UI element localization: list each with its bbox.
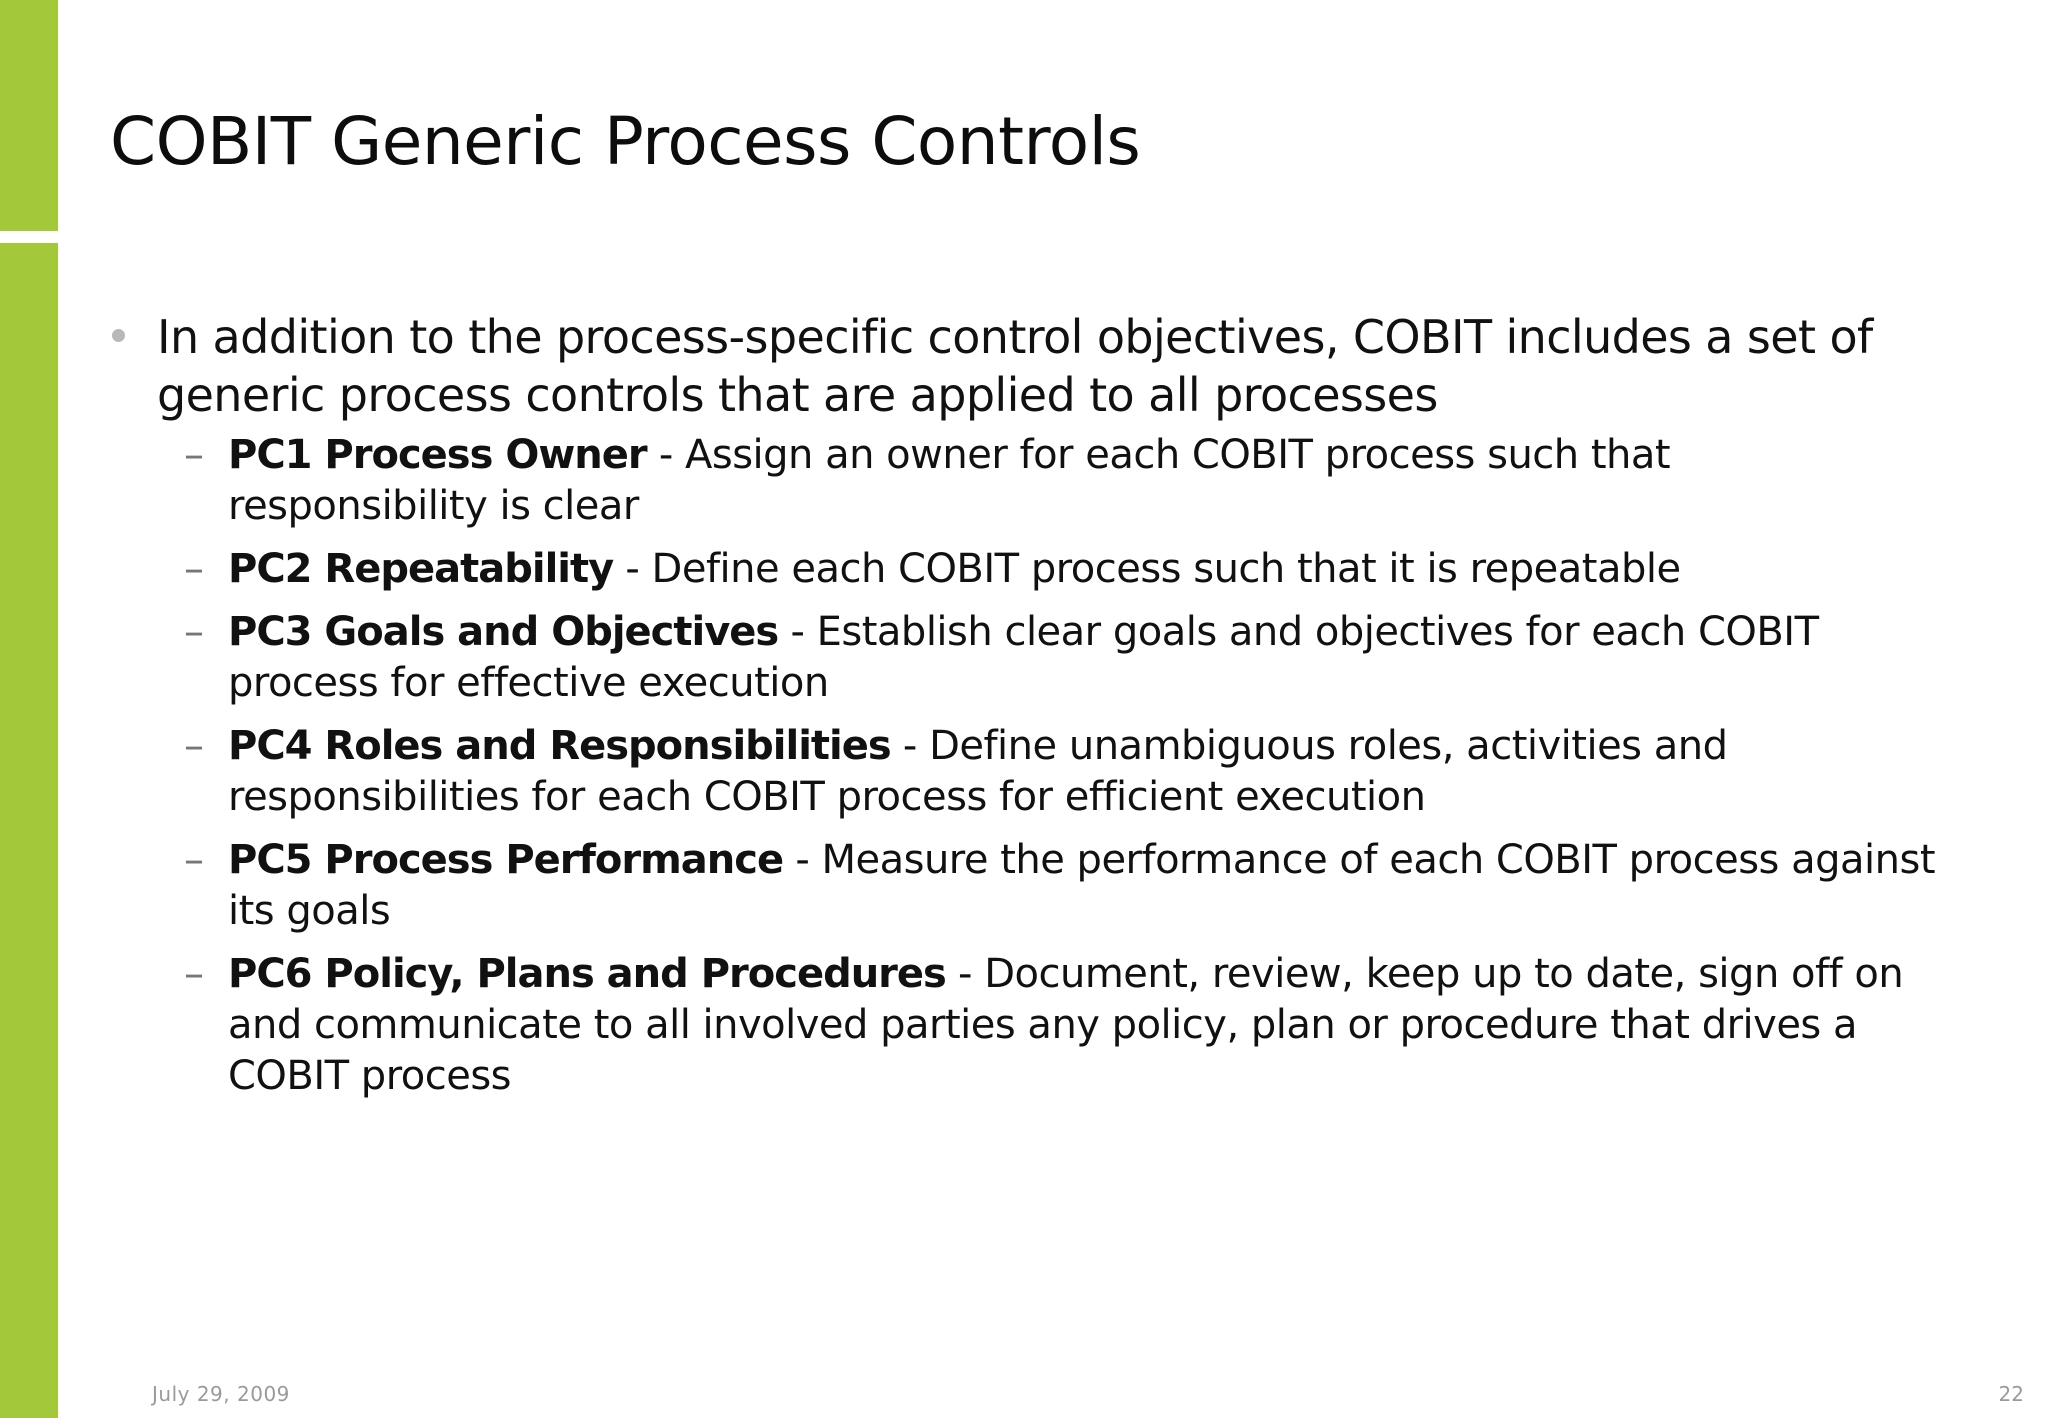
footer-date: July 29, 2009 xyxy=(152,1382,290,1406)
accent-bar-top xyxy=(0,0,58,231)
main-bullet xyxy=(110,308,1940,424)
sub-bullet-text: - Assign an owner for each COBIT process such that responsibility is clear xyxy=(228,432,1671,529)
sub-bullet-label: PC4 Roles and Responsibilities xyxy=(228,723,891,769)
sub-bullet-pc3 xyxy=(184,607,1940,709)
dash-icon: – xyxy=(184,432,204,478)
dash-icon: – xyxy=(184,951,204,997)
sub-bullet-text: - Establish clear goals and objectives for each COBIT process for effective execution xyxy=(228,609,1819,706)
sub-bullet-label: PC5 Process Performance xyxy=(228,837,784,883)
sub-bullet-pc1 xyxy=(184,430,1940,532)
sub-bullet-pc4 xyxy=(184,721,1940,823)
sub-bullet-label: PC3 Goals and Objectives xyxy=(228,609,779,655)
sub-bullet-pc5 xyxy=(184,835,1940,937)
sub-bullet-text: - Document, review, keep up to date, sign off on and communicate to all involved parties any policy, plan or procedure that drives a COBIT process xyxy=(228,951,1904,1099)
dash-icon: – xyxy=(184,609,204,655)
sub-bullet-label: PC6 Policy, Plans and Procedures xyxy=(228,951,946,997)
page-number: 22 xyxy=(1998,1382,2024,1406)
sub-bullet-text: - Define unambiguous roles, activities and responsibilities for each COBIT process for efficient execution xyxy=(228,723,1728,820)
sub-bullet-label: PC2 Repeatability xyxy=(228,546,614,592)
slide-title: COBIT Generic Process Controls xyxy=(110,103,1141,180)
sub-bullet-list xyxy=(110,430,1940,1102)
main-bullet-text: In addition to the process-specific control objectives, COBIT includes a set of generic process controls that are applied to all processes xyxy=(157,310,1873,422)
dash-icon: – xyxy=(184,546,204,592)
sub-bullet-pc2 xyxy=(184,544,1940,595)
sub-bullet-pc6 xyxy=(184,949,1940,1102)
accent-bar-bottom xyxy=(0,243,58,1418)
dash-icon: – xyxy=(184,723,204,769)
dash-icon: – xyxy=(184,837,204,883)
sub-bullet-label: PC1 Process Owner xyxy=(228,432,647,478)
bullet-dot-icon xyxy=(112,329,125,342)
sub-bullet-text: - Define each COBIT process such that it is repeatable xyxy=(613,546,1681,592)
slide-content xyxy=(110,308,1940,1114)
sub-bullet-text: - Measure the performance of each COBIT process against its goals xyxy=(228,837,1936,934)
